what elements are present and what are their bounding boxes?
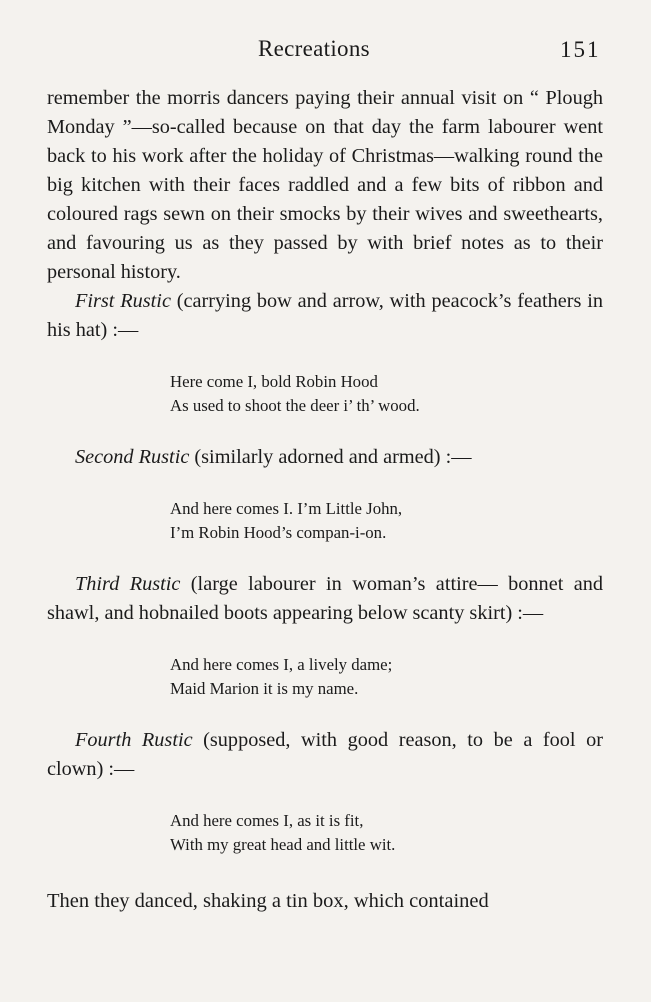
- page-header: [0, 36, 651, 66]
- rustic-1-role: First Rustic: [75, 290, 171, 312]
- verse-line: And here comes I. I’m Little John,: [170, 499, 403, 518]
- verse-line: Here come I, bold Robin Hood: [170, 372, 378, 391]
- body-text: [47, 84, 603, 916]
- rustic-4-description: (supposed, with good reason, to be a fool or clown) :—: [47, 729, 603, 780]
- rustic-2-verse: [47, 497, 603, 545]
- verse-line: I’m Robin Hood’s compan-i-on.: [170, 523, 387, 542]
- rustic-3-paragraph: [47, 570, 603, 628]
- rustic-3-description: (large labourer in woman’s attire— bonnet and shawl, and hobnailed boots appearing below scanty skirt) :—: [47, 573, 603, 624]
- verse-line: As used to shoot the deer i’ th’ wood.: [170, 396, 420, 415]
- rustic-3-verse: [47, 653, 603, 701]
- rustic-2-role: Second Rustic: [75, 446, 190, 468]
- rustic-4-role: Fourth Rustic: [75, 729, 193, 751]
- verse-line: And here comes I, a lively dame;: [170, 655, 393, 674]
- intro-paragraph: remember the morris dancers paying their annual visit on “ Plough Monday ”—so-called because on that day the farm labourer went back to his work after the holiday of Christmas—walking round the big kitchen with their faces raddled and a few bits of ribbon and coloured rags sewn on their smocks by their wives and sweethearts, and favouring us as they passed by with brief notes as to their personal history.: [47, 87, 603, 283]
- page-number: 151: [560, 37, 601, 62]
- rustic-2-paragraph: [47, 443, 603, 472]
- rustic-1-verse: [47, 370, 603, 418]
- verse-line: And here comes I, as it is fit,: [170, 811, 364, 830]
- rustic-4-paragraph: [47, 726, 603, 784]
- rustic-4-verse: [47, 809, 603, 857]
- rustic-1-paragraph: [47, 287, 603, 345]
- running-title: Recreations: [258, 36, 370, 61]
- rustic-1-description: (carrying bow and arrow, with peacock’s feathers in his hat) :—: [47, 290, 603, 341]
- rustic-2-description: (similarly adorned and armed) :—: [189, 446, 472, 468]
- closing-line: Then they danced, shaking a tin box, which contained: [47, 890, 489, 912]
- verse-line: Maid Marion it is my name.: [170, 679, 359, 698]
- verse-line: With my great head and little wit.: [170, 835, 396, 854]
- rustic-3-role: Third Rustic: [75, 573, 181, 595]
